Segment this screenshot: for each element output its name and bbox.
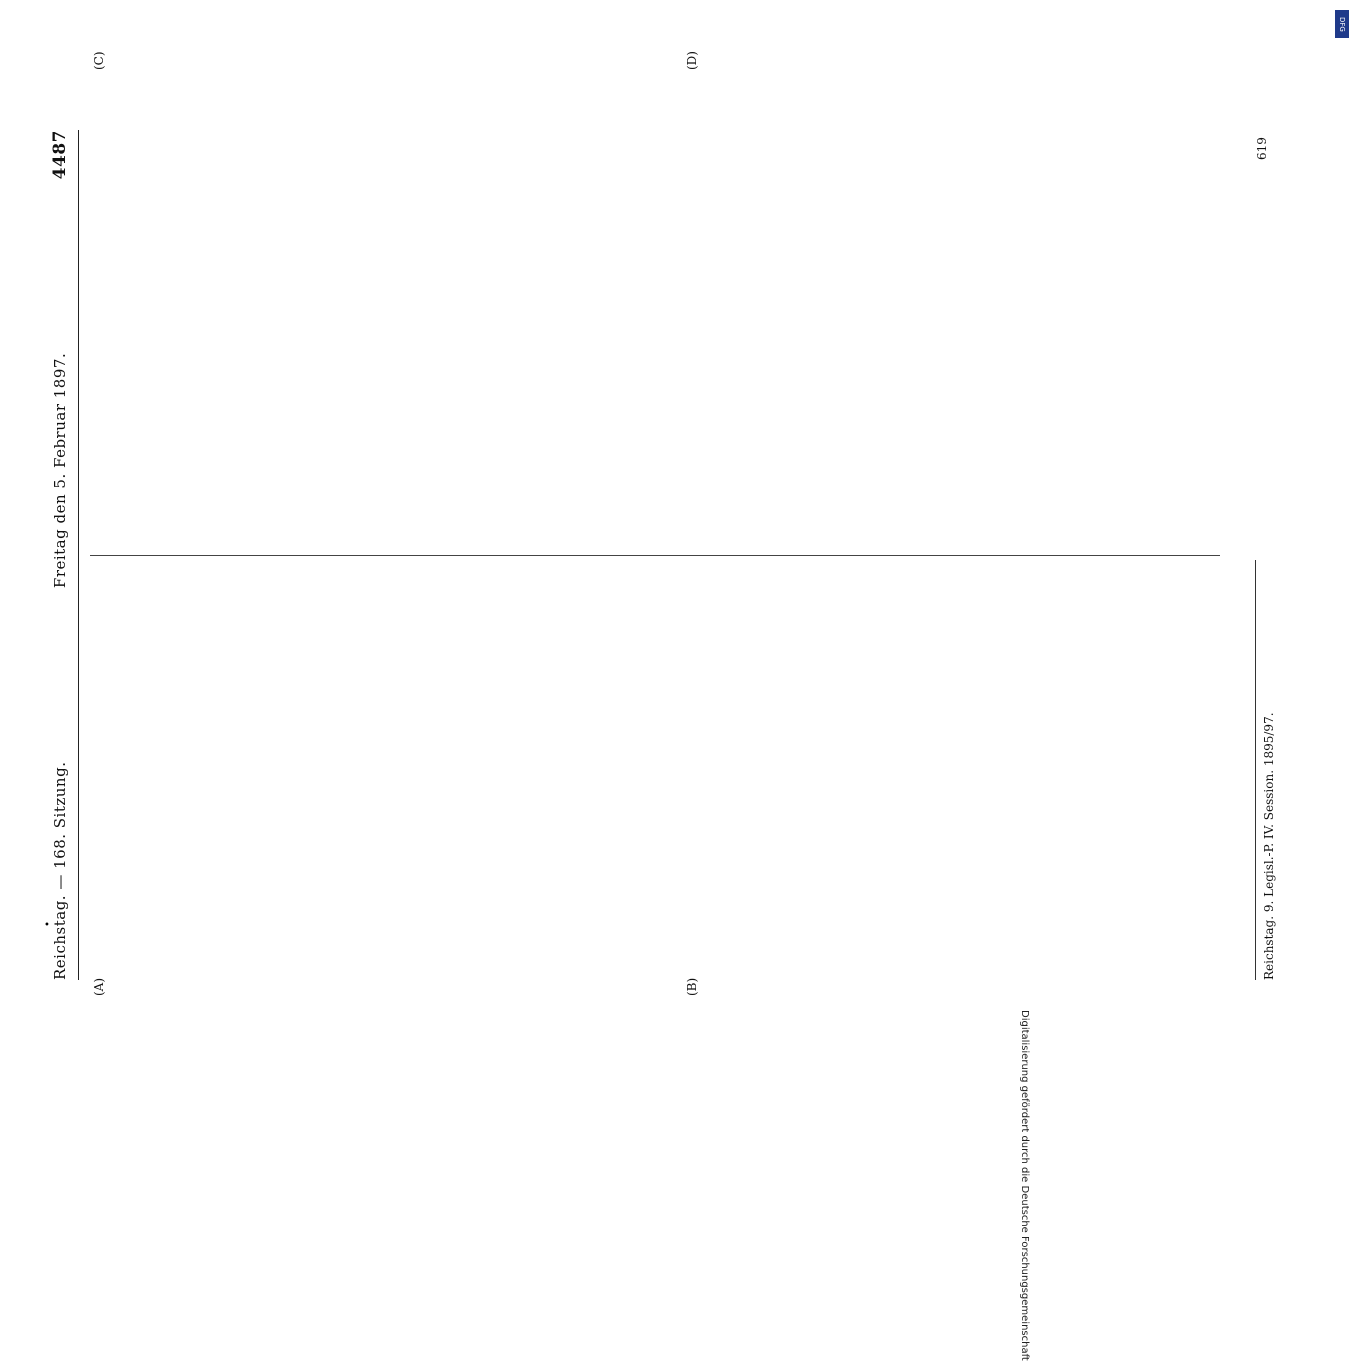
header-left: Reichstag. — 168. Sitzung.: [51, 761, 69, 980]
margin-letter-d: (D): [685, 51, 699, 70]
digitization-watermark: Digitalisierung gefördert durch die Deutsche Forschungsgemeinschaft: [1019, 1010, 1030, 1361]
header-date: Freitag den 5. Februar 1897.: [51, 352, 69, 589]
column-divider: [90, 555, 1220, 556]
footer-rule: [1255, 560, 1256, 980]
margin-letter-a: (A): [92, 977, 106, 996]
header-rule: [78, 130, 79, 980]
page-number: 4487: [50, 130, 70, 180]
column-right: [90, 130, 1250, 545]
dfg-logo: DFG: [1335, 10, 1349, 38]
footer-session: Reichstag. 9. Legisl.-P. IV. Session. 1895/97.: [1262, 712, 1276, 980]
bullet-mark: •: [44, 920, 50, 931]
column-left: [90, 565, 1250, 980]
margin-letter-b: (B): [685, 977, 699, 996]
page-header: [50, 130, 74, 980]
page-signature: 619: [1255, 137, 1269, 160]
margin-letter-c: (C): [92, 51, 106, 70]
